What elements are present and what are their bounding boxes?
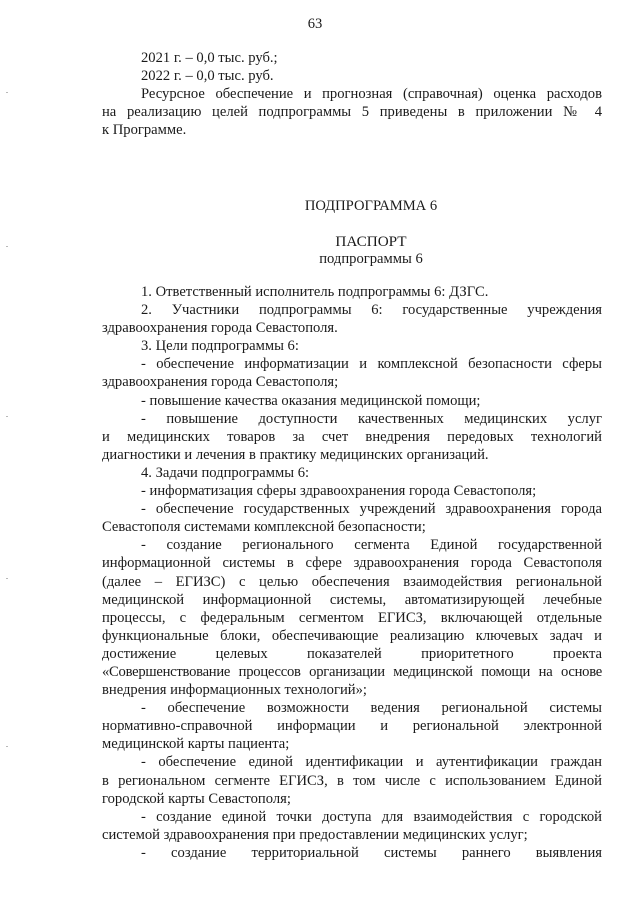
resources-paragraph-line: Ресурсное обеспечение и прогнозная (справочная) оценка расходов <box>141 86 602 103</box>
task-line: нормативно-справочной информации и региональной электронной <box>102 718 602 735</box>
passport-body <box>102 283 602 862</box>
task-line: внедрения информационных технологий»; <box>102 682 367 699</box>
task-line: системой здравоохранения при предоставлении медицинских услуг; <box>102 826 528 843</box>
scan-speck <box>6 416 8 417</box>
goal-line: диагностики и лечения в практику медицинских организаций. <box>102 446 489 463</box>
item-goals-heading: 3. Цели подпрограммы 6: <box>141 338 299 355</box>
goal-line: здравоохранения города Севастополя; <box>102 374 339 391</box>
goal-line: - повышение качества оказания медицинской помощи; <box>141 392 481 409</box>
goal-line: - обеспечение информатизации и комплексной безопасности сферы <box>141 356 602 373</box>
goal-line: - повышение доступности качественных медицинских услуг <box>141 410 602 427</box>
scan-speck <box>6 578 8 579</box>
resources-paragraph-line: на реализацию целей подпрограммы 5 приведены в приложении № 4 <box>102 104 602 121</box>
task-line: информационной системы в сфере здравоохранения города Севастополя <box>102 555 602 572</box>
task-line: Севастополя системами комплексной безопасности; <box>102 519 426 536</box>
task-line: в региональном сегменте ЕГИСЗ, в том числе с использованием Единой <box>102 772 602 789</box>
task-line: достижение целевых показателей приоритетного проекта <box>102 645 602 662</box>
item-tasks-heading: 4. Задачи подпрограммы 6: <box>141 464 310 481</box>
resources-paragraph-line: к Программе. <box>102 122 187 139</box>
task-line: - создание территориальной системы раннего выявления <box>141 844 602 861</box>
page-number: 63 <box>307 16 323 32</box>
task-line: - создание единой точки доступа для взаимодействия с городской <box>141 808 602 825</box>
item-participants-line: 2. Участники подпрограммы 6: государственные учреждения <box>141 302 602 319</box>
year-2021-line: 2021 г. – 0,0 тыс. руб.; <box>141 50 278 66</box>
task-line: - создание регионального сегмента Единой государственной <box>141 537 602 554</box>
top-text-block <box>102 49 602 139</box>
task-line: - обеспечение государственных учреждений здравоохранения города <box>141 501 602 518</box>
task-line: (далее – ЕГИЗС) с целью обеспечения взаимодействия региональной <box>102 573 602 590</box>
task-line: процессы, с федеральным сегментом ЕГИСЗ, включающей отдельные <box>102 609 602 626</box>
task-line: - информатизация сферы здравоохранения города Севастополя; <box>141 483 537 500</box>
goal-line: и медицинских товаров за счет внедрения передовых технологий <box>102 428 602 445</box>
scan-speck <box>6 92 8 93</box>
passport-heading: ПАСПОРТ <box>335 233 407 250</box>
task-line: - обеспечение единой идентификации и аутентификации граждан <box>141 754 602 771</box>
task-line: медицинской информационной системы, автоматизирующей лечебные <box>102 591 602 608</box>
task-line: - обеспечение возможности ведения региональной системы <box>141 700 602 717</box>
scan-speck <box>6 746 8 747</box>
subprogram-heading: ПОДПРОГРАММА 6 <box>304 198 438 214</box>
year-2022-line: 2022 г. – 0,0 тыс. руб. <box>141 68 274 85</box>
item-participants-line: здравоохранения города Севастополя. <box>102 320 338 337</box>
passport-subheading: подпрограммы 6 <box>319 251 423 267</box>
task-line: медицинской карты пациента; <box>102 736 290 753</box>
scan-speck <box>6 246 8 247</box>
item-responsible: 1. Ответственный исполнитель подпрограммы 6: ДЗГС. <box>141 284 489 300</box>
task-line: функциональные блоки, обеспечивающие реализацию ключевых задач и <box>102 627 602 644</box>
task-line: городской карты Севастополя; <box>102 790 291 807</box>
task-line: «Совершенствование процессов организации медицинской помощи на основе <box>102 663 602 680</box>
